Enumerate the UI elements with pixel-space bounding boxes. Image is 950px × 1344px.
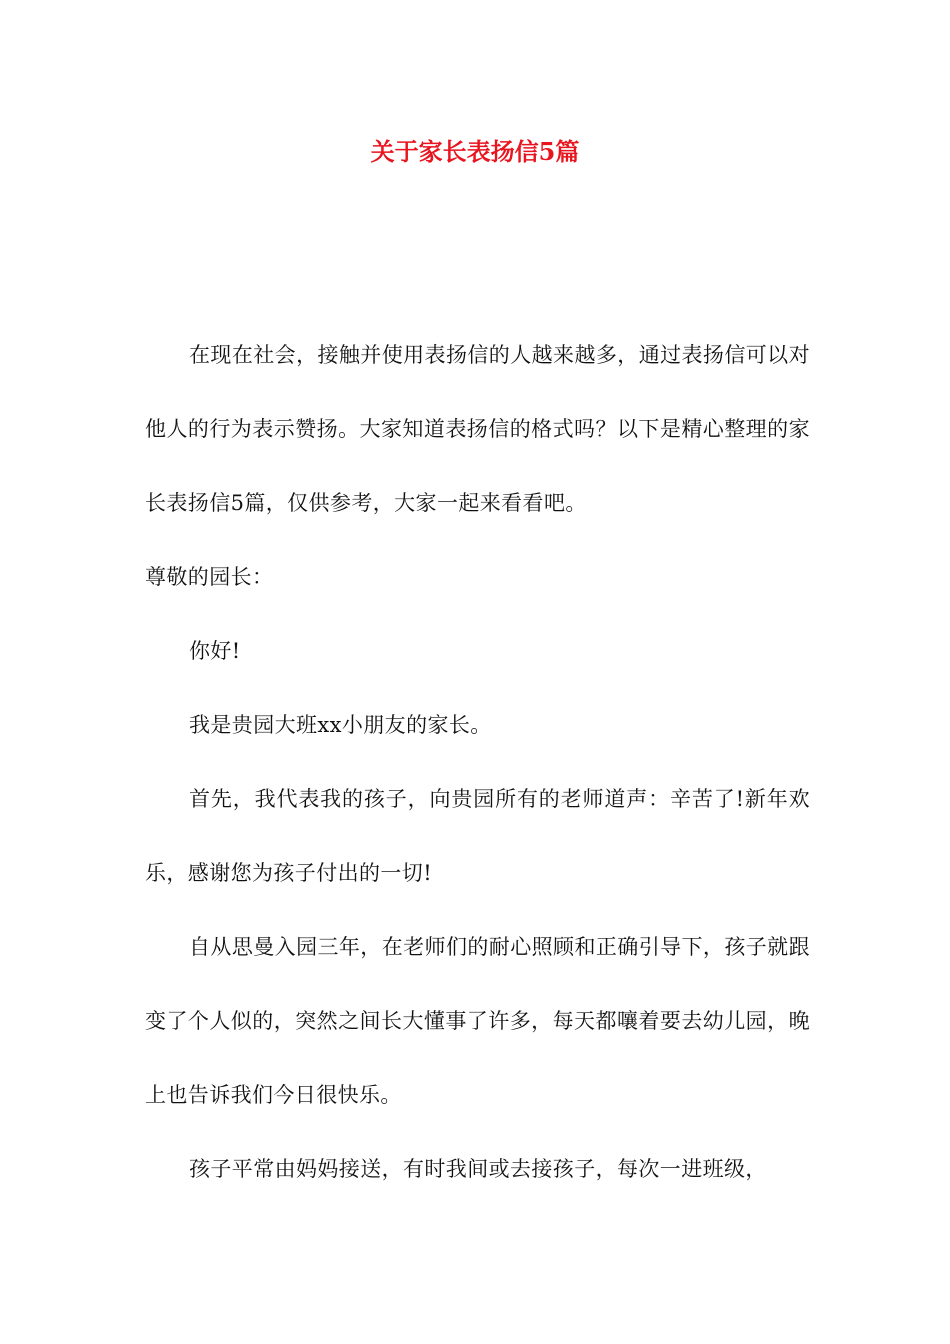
paragraph-greeting: 你好! [189, 639, 241, 663]
document-title: 关于家长表扬信5篇 [370, 137, 580, 166]
paragraph-intro: 在现在社会，接触并使用表扬信的人越来越多，通过表扬信可以对他人的行为表示赞扬。大家知道表扬信的格式吗？以下是精心整理的家长表扬信5篇，仅供参考，大家一起来看看吧。 [145, 343, 810, 515]
paragraph-growth: 自从思曼入园三年，在老师们的耐心照顾和正确引导下，孩子就跟变了个人似的，突然之间长大懂事了许多，每天都嚷着要去幼儿园，晚上也告诉我们今日很快乐。 [145, 935, 810, 1107]
paragraph-pickup: 孩子平常由妈妈接送，有时我间或去接孩子，每次一进班级， [189, 1157, 767, 1181]
paragraph-self-intro: 我是贵园大班xx小朋友的家长。 [189, 713, 492, 737]
paragraph-salutation: 尊敬的园长： [145, 565, 274, 589]
document-body [145, 318, 810, 1206]
paragraph-thanks: 首先，我代表我的孩子，向贵园所有的老师道声：辛苦了!新年欢乐，感谢您为孩子付出的一切! [145, 787, 810, 885]
